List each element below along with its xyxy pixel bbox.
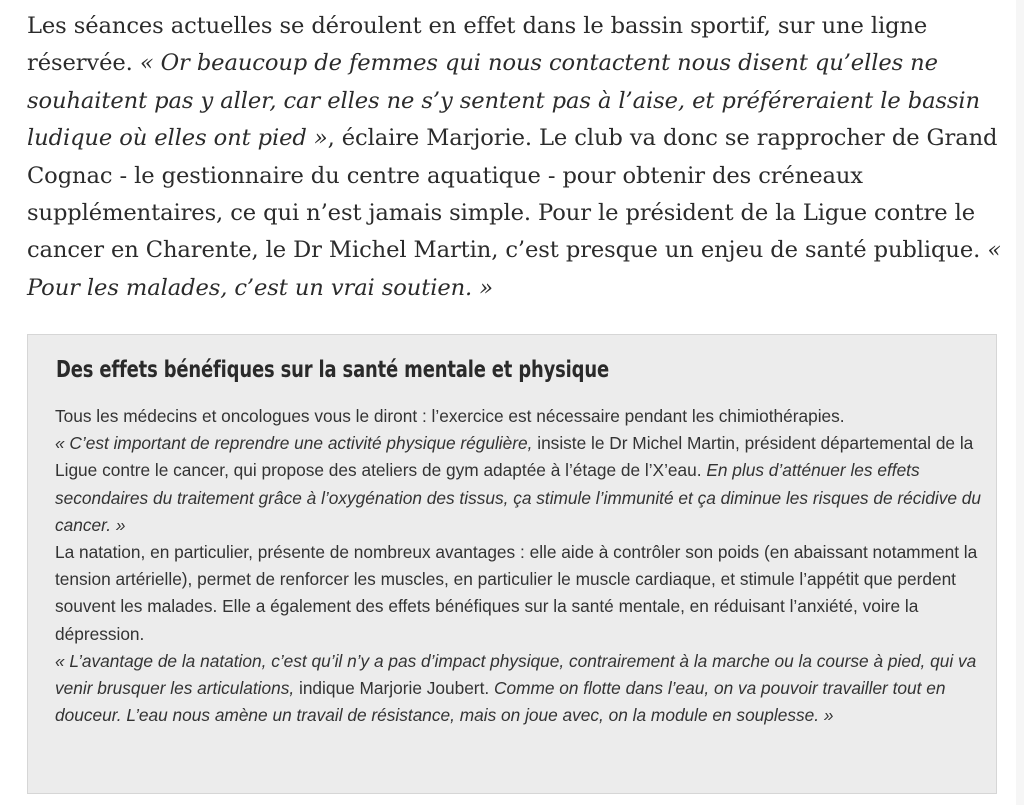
sidebox-quote: Comme on flotte dans l’eau, on va pouvoir travailler tout en douceur. L’eau nous amène un travail de résistance, mais on joue avec, on la module en souplesse. » bbox=[55, 678, 946, 726]
info-sidebox bbox=[27, 334, 997, 794]
article-paragraph bbox=[27, 8, 1002, 307]
sidebox-quote: En plus d’atténuer les effets secondaires du traitement grâce à l’oxygénation des tissus, ça stimule l’immunité et ça diminue les risques de récidive du cancer. » bbox=[55, 460, 981, 535]
sidebox-body bbox=[55, 403, 985, 729]
sidebox-paragraph: La natation, en particulier, présente de nombreux avantages : elle aide à contrôler son poids (en abaissant notamment la tension artérielle), permet de renforcer les muscles, en particulier le muscle cardiaque, et stimule l’appétit que perdent souvent les malades. Elle a également des effets bénéfiques sur la santé mentale, en réduisant l’anxiété, voire la dépression. bbox=[55, 542, 978, 644]
article-text: , éclaire Marjorie. Le club va donc se rapprocher de Grand Cognac - le gestionnaire du centre aquatique - pour obtenir des créneaux supplémentaires, ce qui n’est jamais simple. Pour le président de la Ligue contre le cancer en Charente, le Dr Michel Martin, c’est presque un enjeu de santé publique. bbox=[27, 125, 998, 264]
sidebox-paragraph: Tous les médecins et oncologues vous le diront : l’exercice est nécessaire pendant les chimiothérapies. bbox=[55, 406, 845, 426]
sidebox-quote: « C’est important de reprendre une activité physique régulière, bbox=[55, 433, 533, 454]
sidebox-quote: « L’avantage de la natation, c’est qu’il n’y a pas d’impact physique, contrairement à la marche ou la course à pied, qui va venir brusquer les articulations, bbox=[55, 650, 977, 699]
sidebox-text: insiste le Dr Michel Martin, président départemental de la Ligue contre le cancer, qui propose des ateliers de gym adaptée à l’étage de l’X’eau. bbox=[55, 433, 974, 481]
article-quote: « Or beaucoup de femmes qui nous contactent nous disent qu’elles ne souhaitent pas y aller, car elles ne s’y sentent pas à l’aise, et préféreraient le bassin ludique où elles ont pied » bbox=[27, 50, 981, 152]
article-body bbox=[27, 8, 1002, 307]
article-quote: « Pour les malades, c’est un vrai soutien. » bbox=[27, 237, 1002, 301]
sidebox-text: indique Marjorie Joubert. bbox=[294, 678, 494, 699]
sidebox-title: Des effets bénéfiques sur la santé mentale et physique bbox=[56, 357, 609, 383]
sidebox-paragraph bbox=[55, 430, 985, 539]
page-scrollbar[interactable] bbox=[1016, 0, 1024, 805]
sidebox-paragraph bbox=[55, 648, 985, 730]
article-text: Les séances actuelles se déroulent en effet dans le bassin sportif, sur une ligne réservée. bbox=[27, 13, 928, 77]
